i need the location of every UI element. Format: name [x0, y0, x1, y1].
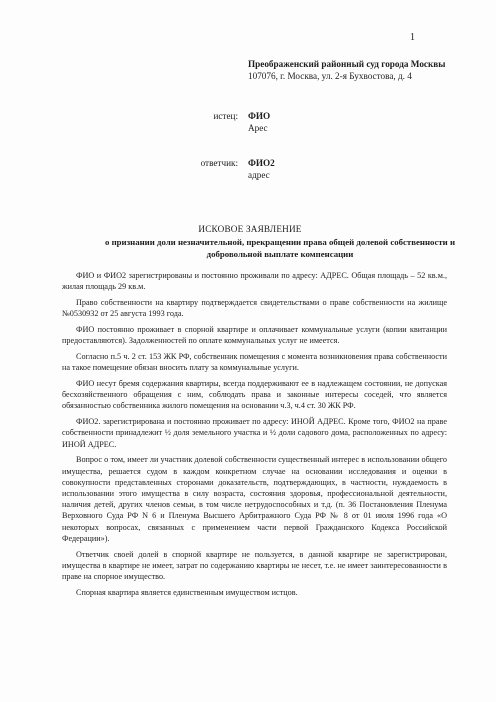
- plaintiff-name: ФИО: [248, 111, 271, 121]
- court-address: 107076, г. Москва, ул. 2-я Бухвостова, д. 4: [248, 71, 412, 81]
- plaintiff-block: [248, 110, 270, 134]
- title-block: [40, 223, 460, 261]
- document-title: ИСКОВОЕ ЗАЯВЛЕНИЕ: [198, 224, 302, 234]
- paragraph: Ответчик своей долей в спорной квартире не пользуется, в данной квартире не зарегистрирован, имущества в квартире не имеет, затрат по содержанию квартиры не несет, т.е. не имеет заинтересованности в праве на спорное имущество.: [62, 549, 447, 582]
- paragraph: ФИО2. зарегистрирована и постоянно проживает по адресу: ИНОЙ АДРЕС. Кроме того, ФИО2 на праве собственности принадлежит ½ доля земельного участка и ½ доли садового дома, расположенных по адресу: ИНОЙ АДРЕС.: [62, 417, 447, 449]
- page-number: 1: [410, 32, 415, 43]
- paragraph: Право собственности на квартиру подтверждается свидетельствами о праве собственности на жилище №0530932 от 25 августа 1993 года.: [62, 298, 447, 319]
- court-name: Преображенский районный суд города Москвы: [248, 59, 446, 69]
- defendant-name: ФИО2: [248, 158, 275, 168]
- document-subtitle: о признании доли незначительной, прекращении права общей долевой собственности и добровольной выплате компенсации: [104, 236, 456, 259]
- body-text: [62, 270, 447, 603]
- paragraph: Согласно п.5 ч. 2 ст. 153 ЖК РФ, собственник помещения с момента возникновения права собственности на такое помещение обязан вносить плату за коммунальные услуги.: [62, 352, 447, 373]
- plaintiff-address: Арес: [248, 123, 268, 133]
- paragraph: Спорная квартира является единственным имуществом истцов.: [76, 587, 298, 597]
- paragraph: ФИО несут бремя содержания квартиры, всегда поддерживают ее в надлежащем состоянии, не допуская бесхозяйственного обращения с ним, соблюдать права и законные интересы соседей, что является обязанностью собственника жилого помещения на основании ч.3, ч.4 ст. 30 ЖК РФ.: [62, 379, 447, 411]
- paragraph: Вопрос о том, имеет ли участник долевой собственности существенный интерес в использовании общего имущества, решается судом в каждом конкретном случае на основании исследования и оценки в совокупности представленных сторонами доказательств, подтверждающих, в частности, нуждаемость в использовании этого имущества в силу возраста, состояния здоровья, профессиональной деятельности, наличия детей, других членов семьи, в том числе нетрудоспособных и т.д. (п. 36 Постановления Пленума Верховного Суда РФ N 6 и Пленума Высшего Арбитражного Суда РФ № 8 от 01 июля 1996 года «О некоторых вопросах, связанных с применением части первой Гражданского Кодекса Российской Федерации»).: [62, 455, 447, 543]
- court-block: [248, 58, 478, 82]
- defendant-address: адрес: [248, 170, 270, 180]
- defendant-block: [248, 157, 275, 181]
- paragraph: ФИО и ФИО2 зарегистрированы и постоянно проживали по адресу: АДРЕС. Общая площадь – 52 кв.м., жилая площадь 29 кв.м.: [62, 271, 447, 292]
- plaintiff-role-label: истец:: [213, 111, 238, 121]
- defendant-role-label: ответчик:: [200, 158, 238, 168]
- paragraph: ФИО постоянно проживает в спорной квартире и оплачивает коммунальные услуги (копии квитанции предоставляются). Задолженностей по оплате коммунальных услуг не имеется.: [62, 325, 447, 346]
